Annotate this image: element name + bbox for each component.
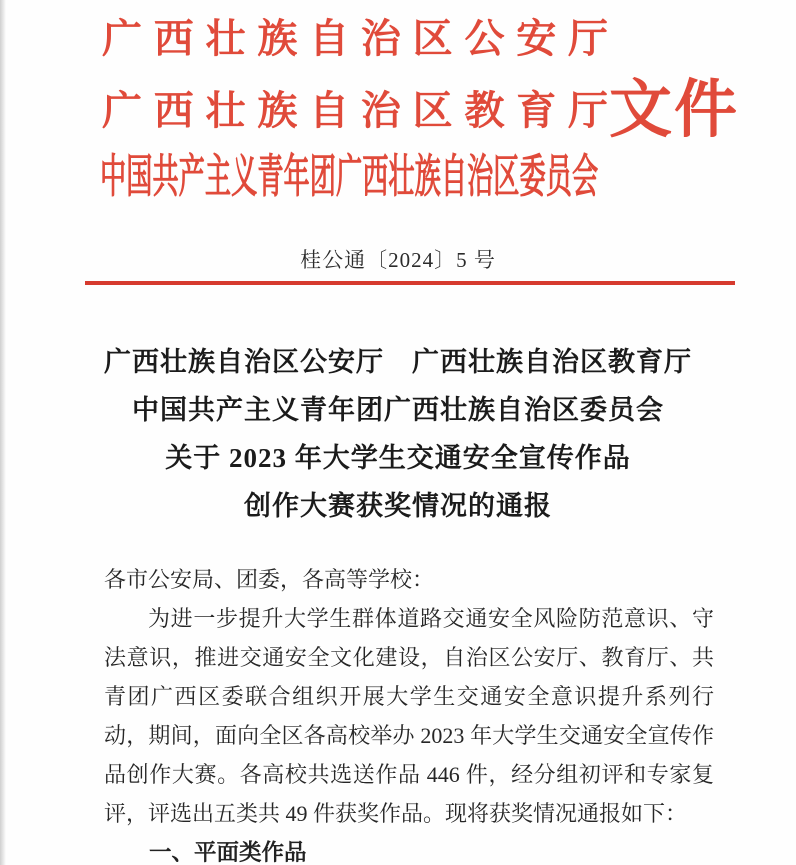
salutation: 各市公安局、团委，各高等学校： — [104, 567, 435, 592]
document-title-line-4: 创作大赛获奖情况的通报 — [244, 491, 552, 521]
document-title-line-2: 中国共产主义青年团广西壮族自治区委员会 — [132, 395, 664, 425]
document-reference-number: 桂公通〔2024〕5 号 — [300, 248, 496, 272]
section-heading-1: 一、平面类作品 — [149, 840, 307, 865]
document-title-line-3: 关于 2023 年大学生交通安全宣传作品 — [165, 443, 631, 473]
letterhead-org-public-security: 广西壮族自治区公安厅 — [102, 16, 608, 61]
body-paragraph-1: 为进一步提升大学生群体道路交通安全风险防范意识、守法意识，推进交通安全文化建设，自治区公安厅、教育厅、共青团广西区委联合组织开展大学生交通安全意识提升系列行动，期间，面向全区各高校举办 2023 年大学生交通安全宣传作品创作大赛。各高校共选送作品 446 件，经分组初评和专家复评，评选出五类共 49 件获奖作品。现将获奖情况通报如下： — [104, 606, 714, 826]
letterhead-document-label: 文件 — [609, 75, 739, 145]
red-divider-line — [85, 281, 735, 285]
document-title — [0, 338, 796, 530]
letterhead-org-education: 广西壮族自治区教育厅 — [102, 87, 608, 133]
document-title-line-1: 广西壮族自治区公安厅 广西壮族自治区教育厅 — [104, 347, 692, 377]
letterhead — [0, 0, 796, 202]
document-body — [104, 560, 714, 865]
letterhead-row-2 — [102, 75, 796, 145]
letterhead-org-youth-league: 中国共产主义青年团广西壮族自治区委员会 — [100, 151, 599, 202]
letterhead-row-3 — [100, 152, 796, 202]
